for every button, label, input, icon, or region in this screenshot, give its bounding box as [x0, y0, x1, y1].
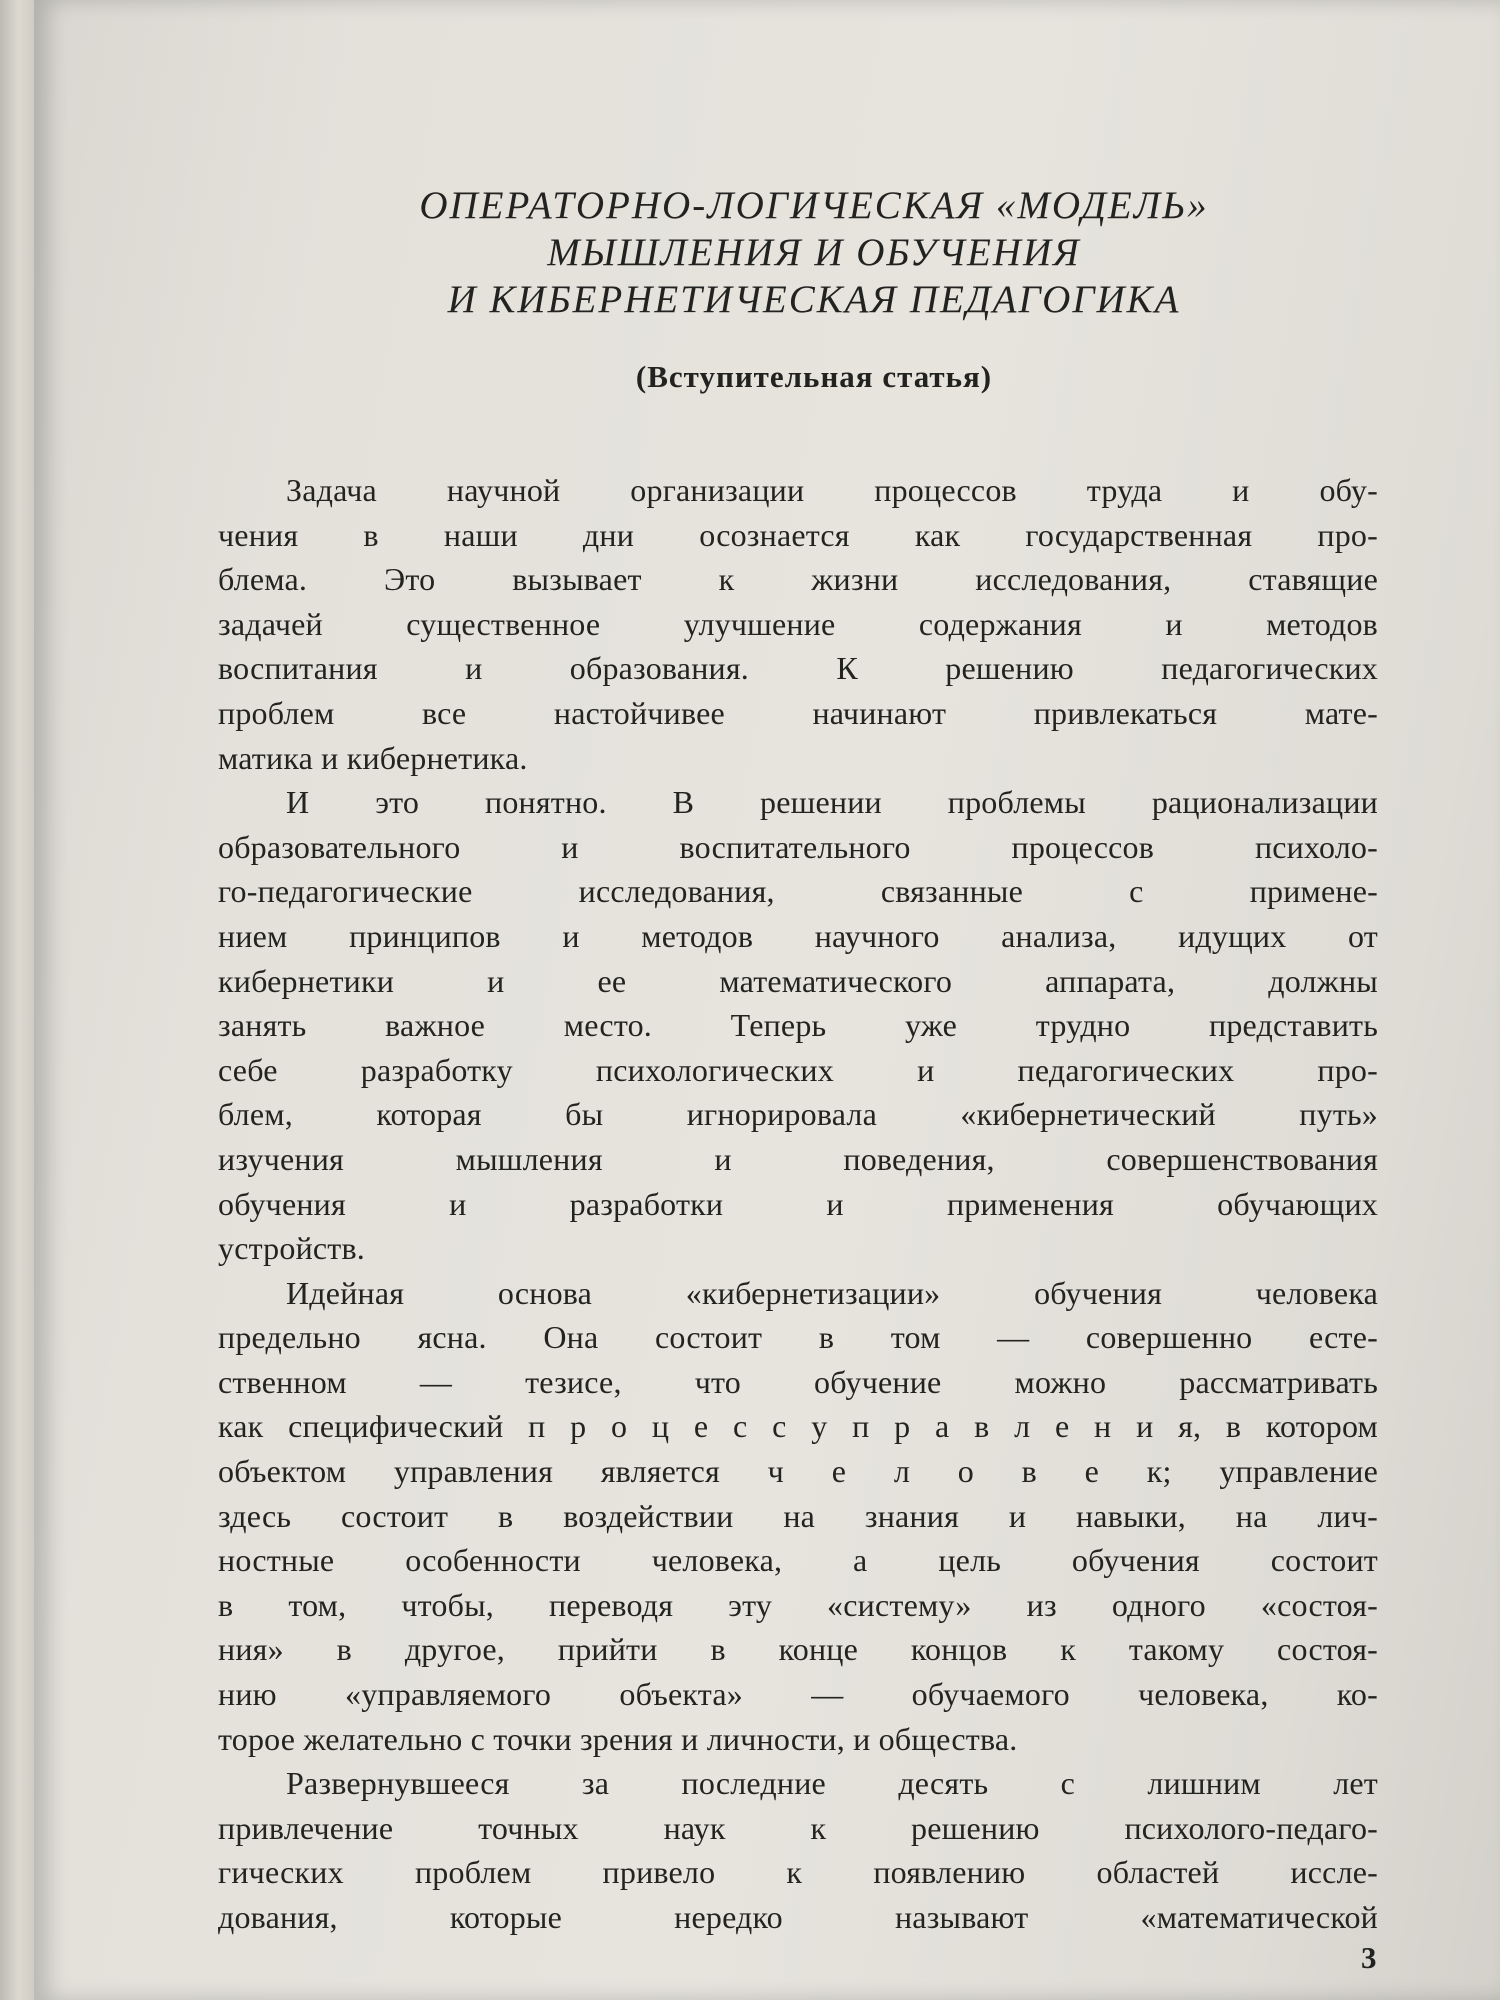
text-line: нием принципов и методов научного анализа, идущих от: [218, 917, 1378, 954]
text-line: кибернетики и ее математического аппарата, должны: [218, 962, 1378, 999]
text-line: воспитания и образования. К решению педагогических: [218, 650, 1378, 687]
text-line: изучения мышления и поведения, совершенствования: [218, 1140, 1378, 1177]
text-line: устройств.: [218, 1230, 365, 1267]
text-line: ния» в другое, прийти в конце концов к такому состоя-: [218, 1631, 1378, 1668]
text-line: Задача научной организации процессов труда и обу-: [286, 472, 1378, 508]
title-line: И КИБЕРНЕТИЧЕСКАЯ ПЕДАГОГИКА: [447, 278, 1181, 321]
text-line: дования, которые нередко называют «математической: [218, 1899, 1378, 1935]
paragraph: [218, 468, 1378, 780]
text-line: го-педагогические исследования, связанные с примене-: [218, 873, 1378, 910]
text-line: нию «управляемого объекта» — обучаемого человека, ко-: [218, 1676, 1378, 1713]
title-line: ОПЕРАТОРНО-ЛОГИЧЕСКАЯ «МОДЕЛЬ»: [419, 184, 1209, 227]
text-line: здесь состоит в воздействии на знания и навыки, на лич-: [218, 1497, 1378, 1534]
article-title: [34, 182, 1500, 323]
text-line: И это понятно. В решении проблемы рационализации: [286, 784, 1378, 821]
text-line: чения в наши дни осознается как государственная про-: [218, 516, 1378, 553]
text-line: как специфический п р о ц е с с у п р а в л е н и я, в котором: [218, 1408, 1378, 1445]
book-page: [34, 0, 1500, 2000]
text-line: блем, которая бы игнорировала «кибернетический путь»: [218, 1096, 1378, 1133]
text-line: Развернувшееся за последние десять с лишним лет: [286, 1765, 1378, 1802]
article-body: [218, 468, 1378, 1940]
text-line: в том, чтобы, переводя эту «систему» из одного «состоя-: [218, 1586, 1378, 1623]
text-line: себе разработку психологических и педагогических про-: [218, 1051, 1378, 1088]
text-line: образовательного и воспитательного процессов психоло-: [218, 828, 1378, 865]
text-line: обучения и разработки и применения обучающих: [218, 1185, 1378, 1222]
book-spine-edge: [0, 0, 34, 2000]
text-line: ственном — тезисе, что обучение можно рассматривать: [218, 1363, 1378, 1400]
paragraph: [218, 1761, 1378, 1939]
text-line: гических проблем привело к появлению областей иссле-: [218, 1854, 1378, 1891]
text-line: привлечение точных наук к решению психолого-педаго-: [218, 1809, 1378, 1846]
text-line: Идейная основа «кибернетизации» обучения человека: [286, 1274, 1378, 1311]
text-line: объектом управления является ч е л о в е к; управление: [218, 1453, 1378, 1490]
text-line: торое желательно с точки зрения и личности, и общества.: [218, 1720, 1018, 1757]
text-line: занять важное место. Теперь уже трудно представить: [218, 1007, 1378, 1044]
paragraph: [218, 1271, 1378, 1762]
article-subtitle: (Вступительная статья): [635, 359, 993, 394]
page-number: 3: [1361, 1940, 1377, 1975]
text-line: предельно ясна. Она состоит в том — совершенно есте-: [218, 1319, 1378, 1356]
text-line: матика и кибернетика.: [218, 739, 528, 776]
title-line: МЫШЛЕНИЯ И ОБУЧЕНИЯ: [547, 231, 1081, 274]
paragraph: [218, 780, 1378, 1271]
text-line: блема. Это вызывает к жизни исследования, ставящие: [218, 561, 1378, 598]
text-line: задачей существенное улучшение содержания и методов: [218, 605, 1378, 642]
text-line: проблем все настойчивее начинают привлекаться мате-: [218, 694, 1378, 731]
text-line: ностные особенности человека, а цель обучения состоит: [218, 1542, 1378, 1579]
